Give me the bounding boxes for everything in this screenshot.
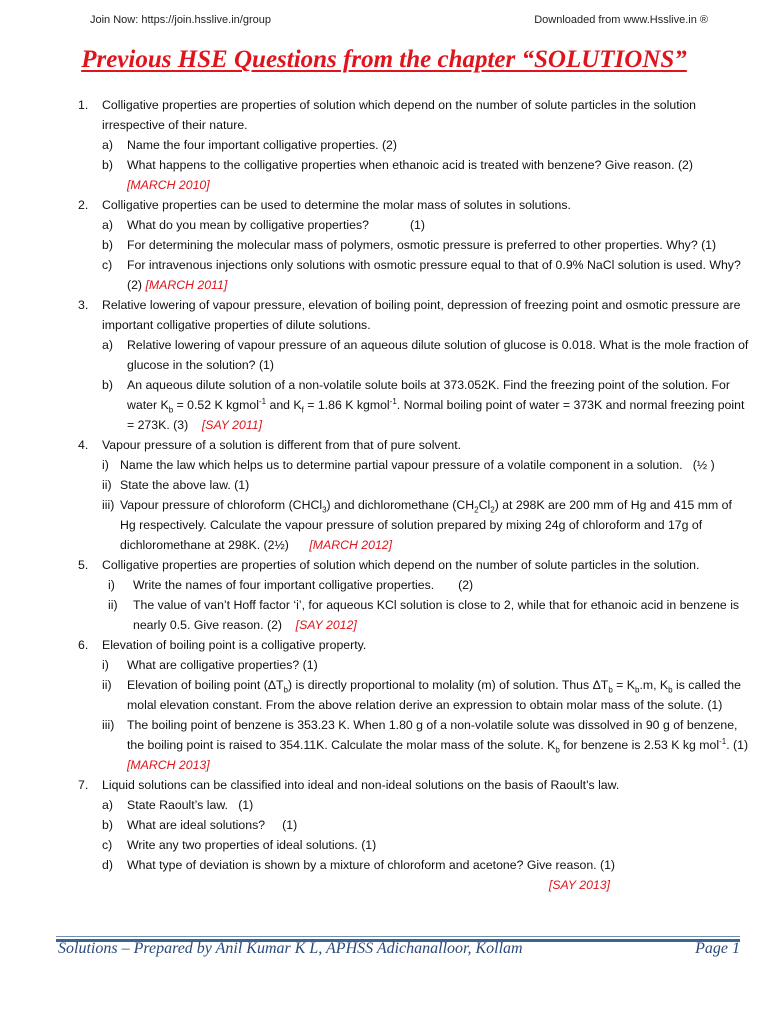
sub-question: c) Write any two properties of ideal solutions. (1) bbox=[102, 838, 377, 852]
sub-question: a) State Raoult’s law. (1) bbox=[102, 798, 254, 812]
sub-question: i) Name the law which helps us to determine partial vapour pressure of a volatile component in a solution. (½ ) bbox=[102, 458, 715, 472]
exam-tag: [MARCH 2013] bbox=[127, 758, 210, 772]
sub-question: i) What are colligative properties? (1) bbox=[102, 658, 318, 672]
exam-tag: [MARCH 2012] bbox=[309, 538, 393, 552]
page-title: Previous HSE Questions from the chapter “SOLUTIONS” bbox=[81, 46, 687, 73]
question-list bbox=[78, 95, 750, 895]
question-number: 7. bbox=[78, 778, 89, 792]
question-number: 4. bbox=[78, 438, 89, 452]
header-download-source: Downloaded from www.Hsslive.in ® bbox=[534, 14, 708, 26]
sub-question: i) Write the names of four important colligative properties. (2) bbox=[108, 578, 474, 592]
footer-credit: Solutions – Prepared by Anil Kumar K L, APHSS Adichanalloor, Kollam bbox=[58, 940, 523, 957]
footer-divider bbox=[56, 936, 740, 937]
question-7 bbox=[78, 775, 750, 895]
sub-question: a) Name the four important colligative properties. (2) bbox=[102, 138, 397, 152]
question-number: 1. bbox=[78, 98, 89, 112]
sub-question: b) For determining the molecular mass of polymers, osmotic pressure is preferred to other properties. Why? (1) bbox=[102, 238, 717, 252]
question-5 bbox=[78, 555, 750, 635]
question-text: Colligative properties are properties of solution which depend on the number of solute particles in the solution. bbox=[102, 558, 700, 572]
question-number: 5. bbox=[78, 558, 89, 572]
sub-question: a) What do you mean by colligative properties? (1) bbox=[102, 218, 425, 232]
question-number: 3. bbox=[78, 298, 89, 312]
question-number: 2. bbox=[78, 198, 89, 212]
sub-question: b) What happens to the colligative properties when ethanoic acid is treated with benzene? Give reason. (2) bbox=[102, 158, 693, 172]
sub-question: ii) State the above law. (1) bbox=[102, 478, 250, 492]
header-join-link[interactable]: Join Now: https://join.hsslive.in/group bbox=[90, 14, 271, 26]
sub-question: ii) Elevation of boiling point $(\Delta T_b)$ is directly proportional to molality (m) of solution. Thus $\Delta T_b = K_b.m$, $K_b$ is called the molal elevation constant. From the above relation derive an expression to obtain molar mass of the solute. (1) bbox=[102, 678, 741, 712]
exam-tag: [SAY 2013] bbox=[548, 878, 610, 892]
sub-question: iii) Vapour pressure of chloroform (CHCl$_3$) and dichloromethane $(CH_2Cl_2)$ at 298K are 200 mm of Hg and 415 mm of Hg respectively. Calculate the vapour pressure of solution prepared by mixing 24g of chloroform and 17g of dichloromethane at 298K. (2½) [MARCH 2012] bbox=[102, 498, 732, 552]
question-text: Relative lowering of vapour pressure, elevation of boiling point, depression of freezing point and osmotic pressure are important colligative properties of dilute solutions. bbox=[102, 298, 741, 332]
question-text: Colligative properties are properties of solution which depend on the number of solute particles in the solution irrespective of their nature. bbox=[102, 98, 697, 132]
exam-tag: [SAY 2012] bbox=[295, 618, 357, 632]
question-1 bbox=[78, 95, 750, 195]
sub-question: b) What are ideal solutions? (1) bbox=[102, 818, 298, 832]
sub-question: a) Relative lowering of vapour pressure of an aqueous dilute solution of glucose is 0.018. What is the mole fraction of glucose in the solution? (1) bbox=[102, 338, 749, 372]
question-4 bbox=[78, 435, 750, 555]
question-text: Colligative properties can be used to determine the molar mass of solutes in solutions. bbox=[102, 198, 571, 212]
question-6 bbox=[78, 635, 750, 775]
sub-question: iii) The boiling point of benzene is 353.23 K. When 1.80 g of a non-volatile solute was dissolved in 90 g of benzene, the boiling point is raised to 354.11K. Calculate the molar mass of the solute. $K_b$ for benzene is 2.53 K kg mol$^{-1}$. (1) [MARCH 2013] bbox=[102, 718, 749, 772]
exam-tag: [MARCH 2011] bbox=[145, 278, 228, 292]
sub-question: b) An aqueous dilute solution of a non-volatile solute boils at 373.052K. Find the freezing point of the solution. For water $K_b = 0.52$ K kgmol$^{-1}$ and $K_f = 1.86$ K kgmol$^{-1}$. Normal boiling point of water = 373K and normal freezing point = 273K. (3) [SAY 2011] bbox=[102, 378, 745, 432]
sub-question: ii) The value of van’t Hoff factor ‘i’, for aqueous KCl solution is close to 2, while that for ethanoic acid in benzene is nearly 0.5. Give reason. (2) [SAY 2012] bbox=[108, 598, 740, 632]
sub-question: c) For intravenous injections only solutions with osmotic pressure equal to that of 0.9% NaCl solution is used. Why? (2) [MARCH 2011] bbox=[102, 258, 741, 292]
question-2 bbox=[78, 195, 750, 295]
question-text: Elevation of boiling point is a colligative property. bbox=[102, 638, 367, 652]
exam-tag: [MARCH 2010] bbox=[127, 178, 210, 192]
question-text: Vapour pressure of a solution is different from that of pure solvent. bbox=[102, 438, 462, 452]
page-number: Page 1 bbox=[695, 940, 740, 957]
exam-tag: [SAY 2011] bbox=[201, 418, 263, 432]
sub-question: d) What type of deviation is shown by a mixture of chloroform and acetone? Give reason. (1) bbox=[102, 858, 616, 872]
question-text: Liquid solutions can be classified into ideal and non-ideal solutions on the basis of Raoult’s law. bbox=[102, 778, 620, 792]
question-number: 6. bbox=[78, 638, 89, 652]
question-3 bbox=[78, 295, 750, 435]
